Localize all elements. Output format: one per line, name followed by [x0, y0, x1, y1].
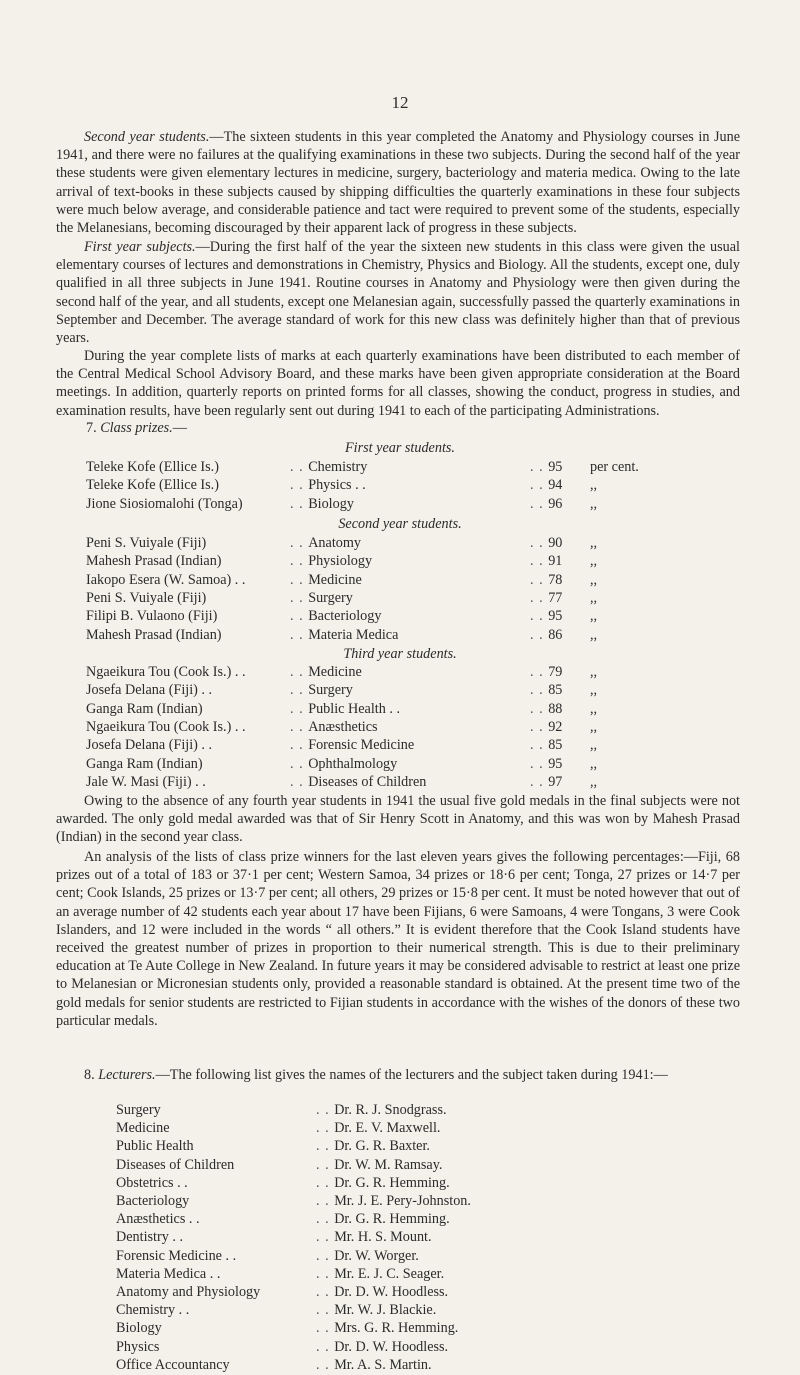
student-name: Mahesh Prasad (Indian) [86, 626, 222, 643]
prize-subject: . . Public Health . . [290, 700, 400, 717]
student-name: Ganga Ram (Indian) [86, 700, 203, 717]
lecturer-subject: Public Health [116, 1138, 194, 1155]
prize-row [0, 719, 800, 737]
prize-row [0, 701, 800, 719]
first-year-heading: First year students. [345, 440, 455, 456]
prize-unit: ,, [590, 755, 598, 772]
student-name: Josefa Delana (Fiji) . . [86, 682, 213, 699]
prize-unit: ,, [590, 495, 598, 512]
prize-unit: ,, [590, 737, 598, 754]
lecturer-subject: Biology [116, 1320, 162, 1337]
lecturer-subject: Surgery [116, 1102, 161, 1118]
prize-unit: ,, [590, 664, 598, 680]
paragraph-lecturers-intro: 8. Lecturers.—The following list gives the names of the lecturers and the subject taken during 1941:— [84, 1067, 668, 1083]
lecturer-row [0, 1248, 800, 1266]
prize-unit: ,, [590, 589, 598, 606]
lecturer-subject: Dentistry . . [116, 1229, 183, 1246]
section-7-title: Class prizes. [100, 420, 173, 436]
lecturer-subject: Materia Medica . . [116, 1265, 221, 1282]
student-name: Ngaeikura Tou (Cook Is.) . . [86, 664, 246, 680]
prize-row [0, 477, 800, 495]
student-name: Peni S. Vuiyale (Fiji) [86, 589, 207, 606]
prize-mark: . . 92 [530, 718, 563, 735]
prize-row [0, 496, 800, 514]
lecturer-row [0, 1302, 800, 1320]
lecturer-name: . . Dr. W. Worger. [316, 1247, 419, 1264]
prize-mark: . . 88 [530, 700, 563, 717]
student-name: Teleke Kofe (Ellice Is.) [86, 477, 219, 494]
prize-subject: . . Surgery [290, 682, 353, 699]
prize-row [0, 664, 800, 682]
section-8-title: Lecturers. [98, 1067, 156, 1083]
lecturer-name: . . Dr. D. W. Hoodless. [316, 1284, 449, 1300]
paragraph-analysis: An analysis of the lists of class prize winners for the last eleven years gives the following percentages:—Fiji, 68 prizes out of a total of 183 or 37·1 per cent; Western Samoa, 34 prizes or 18·6 per cent; Tonga, 27 prizes or 14·7 per cent; Cook Islands, 25 prizes or 13·7 per cent; all others, 29 prizes or 15·8 per cent. It must be noted however that out of an average number of 42 students each year about 17 have been Fijians, 6 were Samoans, 4 were Tongans, 3 were Cook Islanders, and 12 were included in the words “ all others.” It is evident therefore that the Cook Island students have received the greatest number of prizes in proportion to their numerical strength. This is due to their preliminary education at Te Aute College in New Zealand. In future years it may be considered advisable to restrict at least one prize to Melanesian or Micronesian students only, provided a reasonable standard is obtained. At the present time two of the gold medals for senior students are restricted to Fijian students in accordance with the wishes of the donors of these two particular medals. [56, 849, 740, 1029]
paragraph-gold-medals: Owing to the absence of any fourth year students in 1941 the usual five gold medals in the final subjects were not awarded. The only gold medal awarded was that of Sir Henry Scott in Anatomy, and this was won by Mahesh Prasad (Indian) in the second year class. [56, 793, 740, 846]
prize-subject: . . Forensic Medicine [290, 737, 415, 754]
lecturer-row [0, 1175, 800, 1193]
prize-mark: . . 95 [530, 459, 563, 475]
lecturer-subject: Diseases of Children [116, 1156, 235, 1173]
prize-subject: . . Ophthalmology [290, 755, 398, 772]
lecturer-name: . . Dr. G. R. Hemming. [316, 1174, 450, 1191]
prize-row [0, 756, 800, 774]
lecturer-name: . . Dr. R. J. Snodgrass. [316, 1102, 447, 1118]
prize-mark: . . 78 [530, 571, 563, 588]
prize-row [0, 572, 800, 590]
prize-unit: ,, [590, 718, 598, 735]
second-year-text: —The sixteen students in this year completed the Anatomy and Physiology courses in June 1941, and there were no failures at the qualifying examinations in these two subjects. During the second half of the year these students were given elementary lectures in medicine, surgery, bacteriology and materia medica. Owing to the late arrival of text-books in these subjects caused by shipping difficulties the quarterly examinations in these four subjects were much below average, and considerable patience and tact were required to prevent some of the students, especially the Melanesians, becoming discouraged by their apparent lack of progress in these subjects. [56, 129, 740, 237]
first-year-text: —During the first half of the year the sixteen new students in this class were given the usual elementary courses of lectures and demonstrations in Chemistry, Physics and Biology. All the students, except one, duly qualified in all three subjects in June 1941. Routine courses in Anatomy and Physiology were then given during the second half of the year, and all students, except one Melanesian again, successfully passed the quarterly examinations in September and December. The average standard of work for this new class was definitely higher than that of previous years. [56, 239, 740, 347]
prize-subject: . . Anæsthetics [290, 718, 378, 735]
student-name: Iakopo Esera (W. Samoa) . . [86, 571, 246, 588]
third-year-heading: Third year students. [343, 646, 457, 662]
prize-mark: . . 96 [530, 495, 563, 512]
lecturer-subject: Physics [116, 1338, 160, 1355]
prize-subject: . . Bacteriology [290, 608, 382, 625]
prize-row [0, 737, 800, 755]
lecturer-name: . . Mrs. G. R. Hemming. [316, 1320, 459, 1337]
prize-mark: . . 94 [530, 477, 563, 494]
prize-unit: ,, [590, 682, 598, 699]
paragraph-second-year [56, 128, 740, 237]
prize-row [0, 608, 800, 626]
student-name: Mahesh Prasad (Indian) [86, 553, 222, 570]
prize-mark: . . 97 [530, 773, 563, 790]
prize-unit: ,, [590, 571, 598, 588]
lecturer-row [0, 1357, 800, 1375]
lecturer-row [0, 1138, 800, 1156]
prize-row [0, 627, 800, 645]
prize-unit: ,, [590, 553, 598, 570]
prize-row [0, 774, 800, 792]
prize-row [0, 459, 800, 477]
prize-subject: . . Surgery [290, 589, 353, 606]
lecturer-name: . . Mr. A. S. Martin. [316, 1356, 432, 1373]
lecturer-name: . . Dr. W. M. Ramsay. [316, 1156, 443, 1173]
prize-subject: . . Medicine [290, 571, 362, 588]
lecturer-name: . . Dr. E. V. Maxwell. [316, 1120, 441, 1137]
lecturer-subject: Chemistry . . [116, 1302, 190, 1319]
prize-unit: ,, [590, 477, 598, 494]
student-name: Jione Siosiomalohi (Tonga) [86, 495, 243, 512]
prize-subject: . . Medicine [290, 664, 362, 680]
lecturer-row [0, 1284, 800, 1302]
prize-mark: . . 91 [530, 553, 563, 570]
prize-row [0, 682, 800, 700]
prize-subject: . . Physics . . [290, 477, 366, 494]
student-name: Filipi B. Vulaono (Fiji) [86, 608, 218, 625]
lecturer-subject: Anatomy and Physiology [116, 1284, 261, 1300]
lecturer-row [0, 1229, 800, 1247]
student-name: Peni S. Vuiyale (Fiji) [86, 535, 207, 551]
lecturer-name: . . Dr. G. R. Baxter. [316, 1138, 430, 1155]
first-year-lead: First year subjects. [84, 239, 196, 255]
prize-subject: . . Materia Medica [290, 626, 399, 643]
lecturer-subject: Bacteriology [116, 1193, 190, 1209]
student-name: Ngaeikura Tou (Cook Is.) . . [86, 718, 246, 735]
lecturer-row [0, 1339, 800, 1357]
prize-mark: . . 95 [530, 755, 563, 772]
lecturer-subject: Anæsthetics . . [116, 1211, 200, 1228]
lecturer-row [0, 1193, 800, 1211]
prize-subject: . . Diseases of Children [290, 773, 427, 790]
prize-subject: . . Physiology [290, 553, 373, 570]
prize-subject: . . Anatomy [290, 535, 361, 551]
prize-row [0, 553, 800, 571]
lecturer-subject: Obstetrics . . [116, 1174, 188, 1191]
prize-row [0, 535, 800, 553]
lecturer-row [0, 1120, 800, 1138]
prize-mark: . . 95 [530, 608, 563, 625]
student-name: Jale W. Masi (Fiji) . . [86, 773, 206, 790]
student-name: Josefa Delana (Fiji) . . [86, 737, 213, 754]
prize-row [0, 590, 800, 608]
prize-mark: . . 79 [530, 664, 563, 680]
section-7-heading: 7. Class prizes.— [86, 420, 187, 436]
prize-mark: . . 86 [530, 626, 563, 643]
prize-unit: ,, [590, 535, 598, 551]
lecturer-name: . . Mr. E. J. C. Seager. [316, 1265, 445, 1282]
paragraph-first-year [56, 238, 740, 347]
lecturer-row [0, 1320, 800, 1338]
lecturer-name: . . Dr. G. R. Hemming. [316, 1211, 450, 1228]
lecturer-name: . . Dr. D. W. Hoodless. [316, 1338, 449, 1355]
prize-mark: . . 77 [530, 589, 563, 606]
prize-mark: . . 85 [530, 737, 563, 754]
lecturer-row [0, 1102, 800, 1120]
lecturer-subject: Medicine [116, 1120, 170, 1137]
student-name: Ganga Ram (Indian) [86, 755, 203, 772]
prize-unit: ,, [590, 773, 598, 790]
second-year-lead: Second year students. [84, 129, 210, 145]
lecturer-row [0, 1211, 800, 1229]
prize-subject: . . Chemistry [290, 459, 368, 475]
lecturer-subject: Forensic Medicine . . [116, 1247, 237, 1264]
paragraph-marks-lists: During the year complete lists of marks at each quarterly examinations have been distributed to each member of the Central Medical School Advisory Board, and these marks have been given appropriate consideration at the Board meetings. In addition, quarterly reports on printed forms for all classes, showing the conduct, progress in studies, and examination results, have been regularly sent out during 1941 to each of the participating Administrations. [56, 348, 740, 419]
lecturer-name: . . Mr. H. S. Mount. [316, 1229, 432, 1246]
prize-unit: ,, [590, 700, 598, 717]
student-name: Teleke Kofe (Ellice Is.) [86, 459, 219, 475]
prize-unit: ,, [590, 626, 598, 643]
prize-mark: . . 90 [530, 535, 563, 551]
lecturer-name: . . Mr. J. E. Pery-Johnston. [316, 1193, 471, 1209]
prize-mark: . . 85 [530, 682, 563, 699]
second-year-heading: Second year students. [338, 516, 462, 532]
page-number: 12 [391, 93, 409, 112]
prize-subject: . . Biology [290, 495, 354, 512]
lecturer-row [0, 1266, 800, 1284]
lecturer-row [0, 1157, 800, 1175]
prize-unit: per cent. [590, 459, 639, 475]
lecturer-subject: Office Accountancy [116, 1356, 230, 1373]
lecturer-name: . . Mr. W. J. Blackie. [316, 1302, 437, 1319]
prize-unit: ,, [590, 608, 598, 625]
